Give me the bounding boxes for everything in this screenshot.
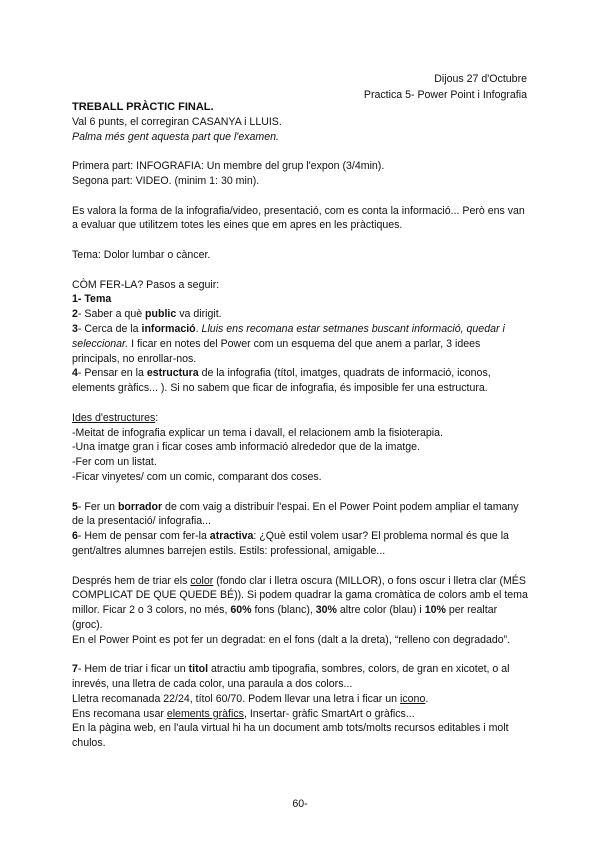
step-3-text-a: - Cerca de la: [77, 322, 142, 335]
colors-text-a: Després hem de triar els: [72, 574, 191, 587]
step-1-number: 1: [72, 293, 78, 306]
idea-item-2: -Una imatge gran i ficar coses amb informació alrededor que de la imatge.: [72, 441, 421, 454]
step-4: [72, 366, 530, 396]
idea-item-4: -Ficar vinyetes/ com un comic, comparant dos coses.: [72, 470, 322, 483]
step-7-keyword: titol: [188, 663, 209, 676]
colors-text-b: (fondo clar i lletra oscura (MILLOR), o fons oscur i lletra clar (MÉS COMPLICAT DE QUE QUEDE BÉ)). Si podem quadrar la gama cromàtica de colors amb el tema millor. Ficar 2 o 3 colors, no més,: [72, 574, 528, 617]
step-4-text-a: - Pensar en la: [77, 367, 147, 380]
ideas-heading: [72, 411, 530, 426]
step-3-dot: .: [195, 322, 199, 335]
graphic-elements-keyword: elements gràfics: [166, 707, 244, 720]
tema-line: Tema: Dolor lumbar o càncer.: [72, 248, 211, 261]
step-5-keyword: borrador: [117, 500, 163, 513]
step-3-italic-note: Lluis ens recomana estar setmanes buscant informació, quedar i seleccionar.: [72, 322, 505, 350]
step-1: [72, 292, 530, 307]
step-5-number: 5: [72, 500, 78, 513]
valuation-paragraph: Es valora la forma de la infografia/video, presentació, com es conta la informació... Però ens van a evaluar que utilitzem totes les eines que em apres en les pràctiques.: [72, 204, 525, 232]
step-7-text-a: - Hem de triar i ficar un: [77, 663, 189, 676]
ideas-heading-colon: :: [155, 411, 159, 424]
colors-10-percent: 10%: [424, 604, 446, 617]
step-5-text-b: de com vaig a distribuir l'espai. En el Power Point podem ampliar el tamany de la presentació/ infografia...: [72, 500, 519, 528]
header-subtitle: Practica 5- Power Point i Infografia: [363, 88, 527, 101]
idea-item-1: -Meitat de infografia explicar un tema i davall, el relacionem amb la fisioterapia.: [72, 426, 443, 439]
step-2-number: 2: [72, 308, 78, 321]
step-7-number: 7: [72, 663, 78, 676]
step-2-text-b: va dirigit.: [176, 308, 222, 321]
colors-60-percent: 60%: [230, 604, 252, 617]
step-6-number: 6: [72, 530, 78, 543]
step-6: [72, 529, 530, 559]
ideas-heading-text: Ides d'estructures: [72, 411, 156, 424]
graphic-text-a: Ens recomana usar: [72, 707, 167, 720]
step-1-text: - Tema: [77, 293, 112, 306]
font-size-text-a: Lletra recomanada 22/24, títol 60/70. Podem llevar una letra i ficar un: [72, 692, 401, 705]
header-date: Dijous 27 d'Octubre: [434, 73, 527, 85]
colors-text-e: per realtar (groc).: [72, 604, 498, 631]
document-title: TREBALL PRÀCTIC FINAL.: [72, 101, 214, 113]
step-5: [72, 500, 530, 530]
header-block: [364, 72, 527, 103]
intro-line-2: Palma més gent aquesta part que l'examen.: [72, 130, 279, 143]
step-3: [72, 322, 530, 366]
graphic-text-b: , Insertar- gràfic SmartArt o gràfics...: [243, 707, 415, 720]
font-size-text-b: .: [425, 692, 429, 705]
colors-30-percent: 30%: [315, 604, 337, 617]
step-4-keyword: estructura: [146, 367, 199, 380]
step-6-keyword: atractiva: [209, 530, 254, 543]
step-3-text-b: I ficar en notes del Power com un esquema del que anem a parlar, 3 idees principals, no enrollar-nos.: [72, 337, 481, 365]
colors-keyword: color: [190, 574, 214, 587]
step-2-text-a: - Saber a què: [77, 308, 146, 321]
page-number: 60-: [292, 798, 308, 810]
step-6-text-a: - Hem de pensar com fer-la: [77, 530, 210, 543]
font-size-line: [72, 692, 530, 707]
step-5-text-a: - Fer un: [77, 500, 118, 513]
document-body: [72, 100, 530, 751]
step-2-keyword: public: [145, 308, 177, 321]
part-1: Primera part: INFOGRAFIA: Un membre del grup l'expon (3/4min).: [72, 160, 385, 173]
steps-heading: CÒM FER-LA? Pasos a seguir:: [72, 278, 220, 291]
step-7-text-b: atractiu amb tipografia, sombres, colors, de gran en xicotet, o al inrevés, una lletra de cada color, una paraula a dos colors...: [72, 663, 510, 691]
gradient-paragraph: En el Power Point es pot fer un degradat: en el fons (dalt a la dreta), “relleno con degradado”.: [72, 633, 511, 646]
colors-text-c: fons (blanc),: [251, 604, 316, 617]
step-2: [72, 307, 530, 322]
colors-text-d: altre color (blau) i: [336, 604, 425, 617]
resources-line: En la pàgina web, en l'aula virtual hi ha un document amb tots/molts recursos editables i molt chulos.: [72, 722, 509, 750]
step-4-number: 4: [72, 367, 78, 380]
icono-keyword: icono: [400, 692, 426, 705]
idea-item-3: -Fer com un listat.: [72, 456, 157, 469]
part-2: Segona part: VIDEO. (minim 1: 30 min).: [72, 174, 260, 187]
step-3-number: 3: [72, 322, 78, 335]
colors-paragraph: [72, 574, 530, 633]
step-3-keyword: informació: [141, 322, 196, 335]
step-7: [72, 662, 530, 692]
graphic-elements-line: [72, 707, 530, 722]
step-6-text-b: : ¿Què estil volem usar? El problema normal és que la gent/altres alumnes barrejen estils. Estils: professional, amigable...: [72, 530, 509, 557]
intro-line-1: Val 6 punts, el corregiran CASANYA i LLUIS.: [72, 115, 282, 128]
step-4-text-b: de la infografia (títol, imatges, quadrats de informació, iconos, elements gràfics... ). Si no sabem que ficar de infografia, és imposible fer una estructura.: [72, 367, 491, 395]
